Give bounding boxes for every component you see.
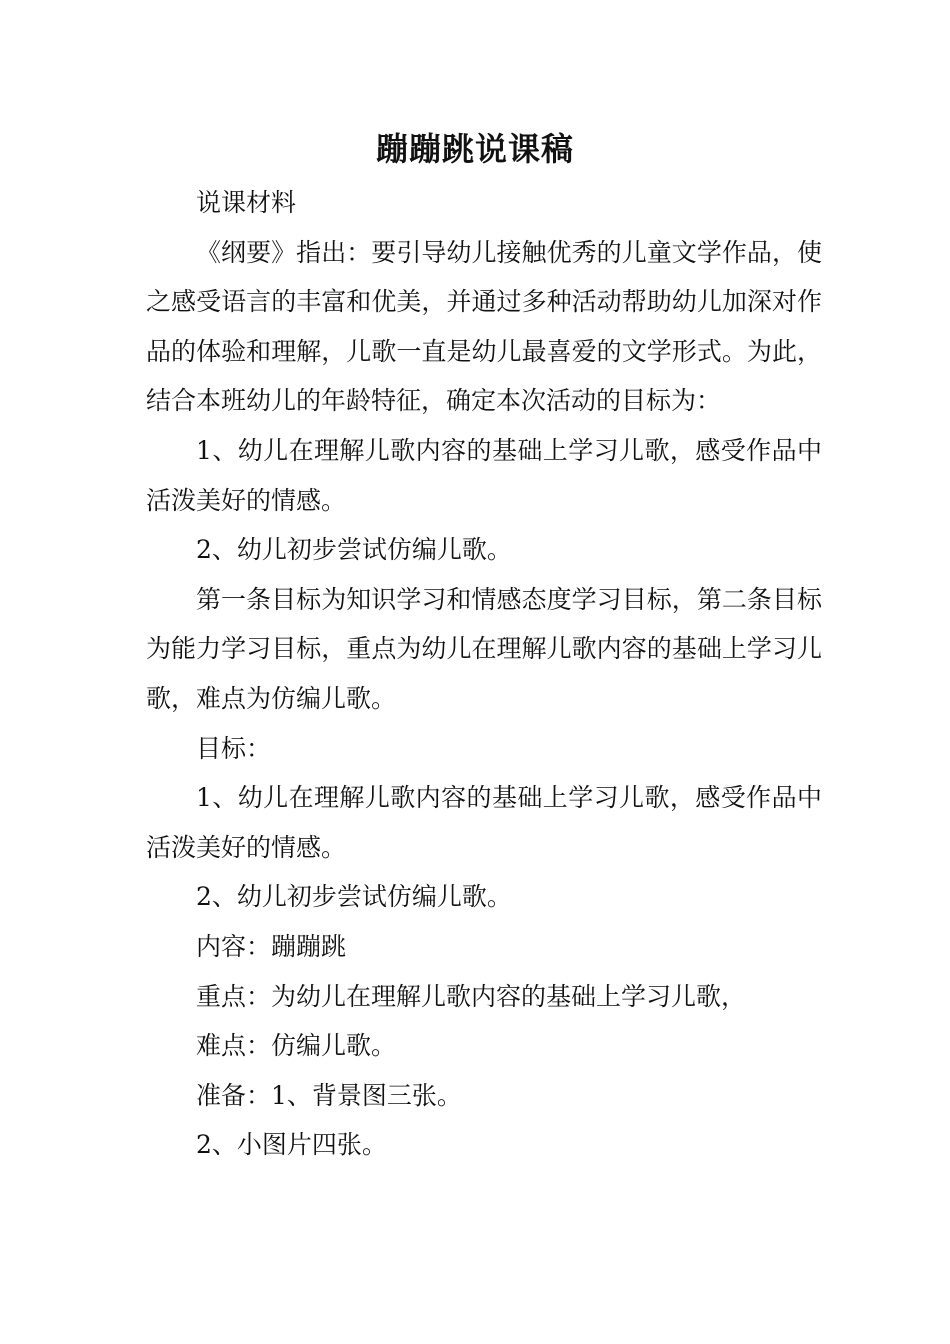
paragraph-preparation-2: 2、小图片四张。 bbox=[196, 1130, 387, 1160]
paragraph-goals-heading: 目标： bbox=[196, 733, 272, 763]
paragraph-goal-1-repeat: 1、幼儿在理解儿歌内容的基础上学习儿歌，感受作品中活泼美好的情感。 bbox=[146, 783, 822, 862]
paragraph-key-point: 重点：为幼儿在理解儿歌内容的基础上学习儿歌， bbox=[196, 981, 747, 1011]
paragraph-goal-2-repeat: 2、幼儿初步尝试仿编儿歌。 bbox=[196, 882, 512, 912]
paragraph-goal-explanation: 第一条目标为知识学习和情感态度学习目标，第二条目标为能力学习目标，重点为幼儿在理解儿歌内容的基础上学习儿歌，难点为仿编儿歌。 bbox=[146, 584, 822, 713]
paragraph-goal-1: 1、幼儿在理解儿歌内容的基础上学习儿歌，感受作品中活泼美好的情感。 bbox=[146, 435, 822, 515]
paragraph-difficulty: 难点：仿编儿歌。 bbox=[196, 1031, 397, 1061]
document-title: 蹦蹦跳说课稿 bbox=[375, 130, 574, 168]
paragraph-intro: 《纲要》指出：要引导幼儿接触优秀的儿童文学作品，使之感受语言的丰富和优美，并通过多种活动帮助幼儿加深对作品的体验和理解，儿歌一直是幼儿最喜爱的文学形式。为此，结合本班幼儿的年龄特征，确定本次活动的目标为： bbox=[146, 237, 822, 416]
document-body bbox=[146, 178, 822, 1170]
paragraph-content: 内容：蹦蹦跳 bbox=[196, 931, 347, 961]
paragraph-section-label: 说课材料 bbox=[196, 188, 297, 217]
paragraph-preparation-1: 准备：1、背景图三张。 bbox=[196, 1080, 462, 1110]
paragraph-goal-2: 2、幼儿初步尝试仿编儿歌。 bbox=[196, 535, 512, 565]
